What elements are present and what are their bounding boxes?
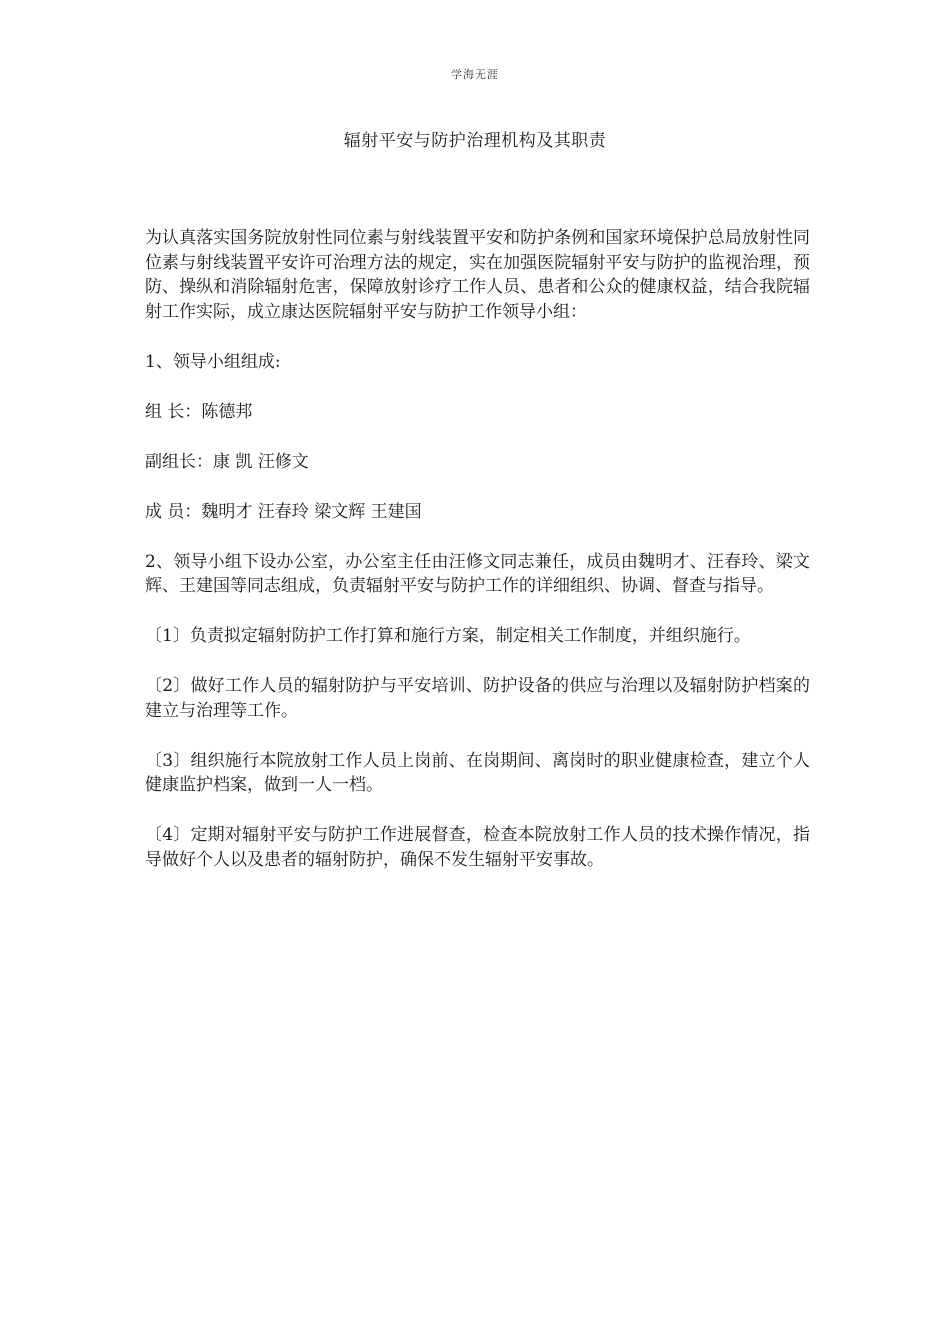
document-body <box>145 226 810 898</box>
members-label: 成 员： <box>145 501 202 522</box>
deputy-line <box>145 450 810 475</box>
deputy-names: 康 凯 汪修文 <box>213 451 309 472</box>
duty-item-4: 〔4〕定期对辐射平安与防护工作进展督查，检查本院放射工作人员的技术操作情况，指导做好个人以及患者的辐射防护，确保不发生辐射平安事故。 <box>145 825 810 870</box>
duty-item-1: 〔1〕负责拟定辐射防护工作打算和施行方案，制定相关工作制度，并组织施行。 <box>145 626 751 646</box>
deputy-label: 副组长： <box>145 451 213 472</box>
intro-paragraph: 为认真落实国务院放射性同位素与射线装置平安和防护条例和国家环境保护总局放射性同位素与射线装置平安许可治理方法的规定，实在加强医院辐射平安与防护的监视治理，预防、操纵和消除辐射危害，保障放射诊疗工作人员、患者和公众的健康权益，结合我院辐射工作实际，成立康达医院辐射平安与防护工作领导小组： <box>145 228 810 322</box>
section-2-paragraph: 2、领导小组下设办公室，办公室主任由汪修文同志兼任，成员由魏明才、汪春玲、梁文辉、王建国等同志组成，负责辐射平安与防护工作的详细组织、协调、督查与指导。 <box>145 551 810 596</box>
leader-label: 组 长： <box>145 401 202 422</box>
duty-item-2: 〔2〕做好工作人员的辐射防护与平安培训、防护设备的供应与治理以及辐射防护档案的建立与治理等工作。 <box>145 676 810 721</box>
section-1-heading: 1、领导小组组成: <box>145 351 281 372</box>
leader-line <box>145 400 810 425</box>
document-title: 辐射平安与防护治理机构及其职责 <box>343 131 607 151</box>
leader-name: 陈德邦 <box>201 401 253 422</box>
duty-item-3: 〔3〕组织施行本院放射工作人员上岗前、在岗期间、离岗时的职业健康检查，建立个人健康监护档案，做到一人一档。 <box>145 750 810 795</box>
members-line <box>145 500 810 525</box>
members-names: 魏明才 汪春玲 梁文辉 王建国 <box>201 501 422 522</box>
header-note: 学海无涯 <box>451 68 499 81</box>
